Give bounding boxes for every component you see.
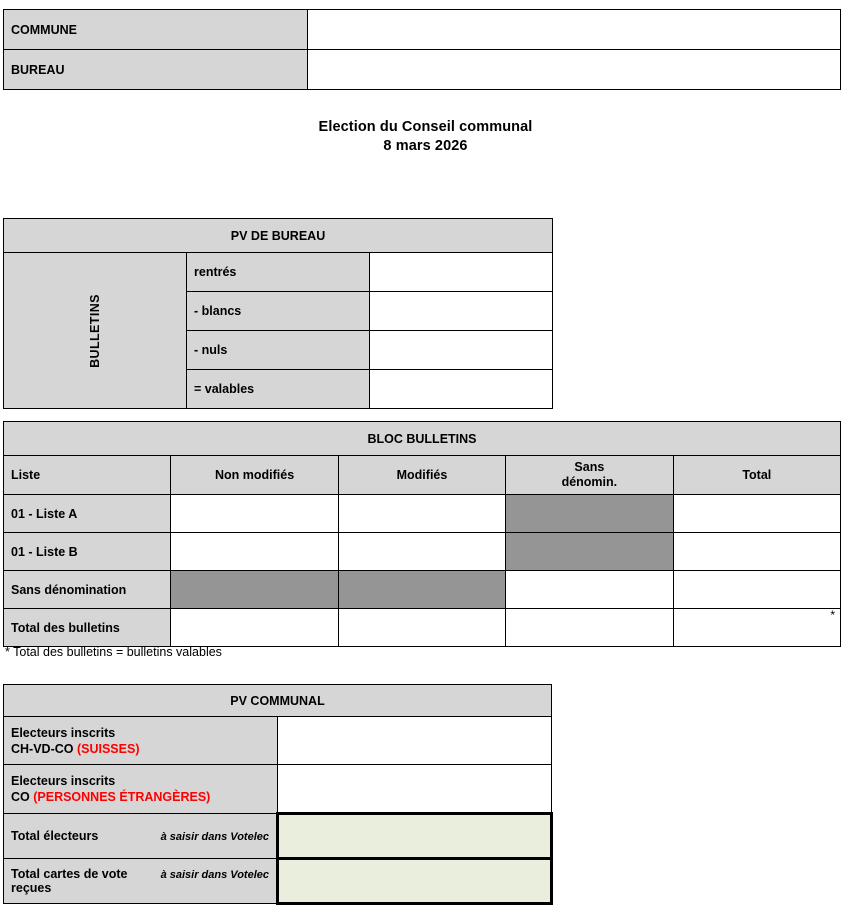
table-row <box>4 253 553 292</box>
table-row <box>4 609 841 647</box>
input-electeurs-inscrits-suisses[interactable] <box>278 717 552 765</box>
bloc-bulletins-table <box>3 421 841 647</box>
pv-communal-table <box>3 684 553 905</box>
cell-sans-denomination-non-modifies-blocked <box>171 571 338 609</box>
table-row <box>4 533 841 571</box>
cell-liste-a-non-modifies[interactable] <box>171 495 338 533</box>
cell-liste-b-non-modifies[interactable] <box>171 533 338 571</box>
cell-total-grand-total[interactable] <box>673 609 840 647</box>
cell-liste-b-modifies[interactable] <box>338 533 505 571</box>
label-code-ch-vd-co: CH-VD-CO <box>11 741 77 756</box>
pv-communal-title: PV COMMUNAL <box>4 685 552 717</box>
hint-votelec-total-electeurs: à saisir dans Votelec <box>160 831 269 843</box>
input-electeurs-inscrits-etrangers[interactable] <box>278 765 552 814</box>
table-row <box>4 814 552 859</box>
cell-liste-a-modifies[interactable] <box>338 495 505 533</box>
label-red-suisses: (SUISSES) <box>76 741 140 756</box>
cell-liste-a-sans-denomin-blocked <box>506 495 673 533</box>
input-total-cartes-vote[interactable] <box>278 859 552 904</box>
label-total-cartes-vote <box>4 859 278 904</box>
row-label-total-des-bulletins: Total des bulletins <box>4 609 171 647</box>
column-header-sans-denomin-line1: Sans <box>574 460 605 474</box>
bulletins-blancs-input[interactable] <box>370 292 553 331</box>
input-total-electeurs[interactable] <box>278 814 552 859</box>
cell-liste-b-sans-denomin-blocked <box>506 533 673 571</box>
bureau-label: BUREAU <box>4 50 308 90</box>
column-header-sans-denomin <box>506 456 673 495</box>
cell-sans-denomination-sans-denomin[interactable] <box>506 571 673 609</box>
table-row <box>4 859 552 904</box>
cell-liste-b-total[interactable] <box>673 533 840 571</box>
label-line2-suisses <box>11 741 270 757</box>
cell-sans-denomination-modifies-blocked <box>338 571 505 609</box>
pv-bureau-title: PV DE BUREAU <box>4 219 553 253</box>
table-row <box>4 717 552 765</box>
bloc-bulletins-footnote: * Total des bulletins = bulletins valables <box>5 645 222 659</box>
commune-input[interactable] <box>308 10 841 50</box>
column-header-non-modifies: Non modifiés <box>171 456 338 495</box>
identification-table <box>3 9 841 90</box>
page-title <box>0 118 851 156</box>
table-row <box>4 571 841 609</box>
table-row <box>4 10 841 50</box>
footnote-marker-asterisk: * <box>830 608 835 622</box>
label-code-co: CO <box>11 790 34 804</box>
cell-total-non-modifies[interactable] <box>171 609 338 647</box>
row-label-liste-b: 01 - Liste B <box>4 533 171 571</box>
cell-sans-denomination-total[interactable] <box>673 571 840 609</box>
bureau-input[interactable] <box>308 50 841 90</box>
table-row <box>4 219 553 253</box>
label-line1-suisses: Electeurs inscrits <box>11 725 116 740</box>
bulletins-nuls-input[interactable] <box>370 331 553 370</box>
cell-liste-a-total[interactable] <box>673 495 840 533</box>
table-header-row <box>4 456 841 495</box>
bulletins-valables-label: = valables <box>187 370 370 409</box>
election-date: 8 mars 2026 <box>383 138 468 154</box>
bulletins-rotated-text: BULLETINS <box>88 293 102 368</box>
table-row <box>4 50 841 90</box>
label-total-electeurs <box>4 814 278 859</box>
column-header-total: Total <box>673 456 840 495</box>
bulletins-blancs-label: - blancs <box>187 292 370 331</box>
election-title-line1: Election du Conseil communal <box>318 119 533 135</box>
bulletins-rentres-label: rentrés <box>187 253 370 292</box>
label-text-total-electeurs: Total électeurs <box>11 829 99 843</box>
cell-total-sans-denomin[interactable] <box>506 609 673 647</box>
table-row <box>4 765 552 814</box>
table-row <box>4 685 552 717</box>
cell-total-modifies[interactable] <box>338 609 505 647</box>
label-red-etrangers: (PERSONNES ÉTRANGÈRES) <box>33 790 211 804</box>
label-electeurs-inscrits-etrangers <box>4 765 278 814</box>
table-row <box>4 495 841 533</box>
bulletins-nuls-label: - nuls <box>187 331 370 370</box>
label-text-total-cartes: Total cartes de vote reçues <box>11 867 128 895</box>
pv-bureau-table <box>3 218 553 409</box>
row-label-liste-a: 01 - Liste A <box>4 495 171 533</box>
column-header-modifies: Modifiés <box>338 456 505 495</box>
column-header-sans-denomin-line2: dénomin. <box>561 475 618 489</box>
bloc-bulletins-title: BLOC BULLETINS <box>4 422 841 456</box>
hint-votelec-total-cartes: à saisir dans Votelec <box>160 869 269 881</box>
bulletins-group-label <box>4 253 187 409</box>
label-line2-etrangers <box>11 789 270 805</box>
table-row <box>4 422 841 456</box>
label-electeurs-inscrits-suisses <box>4 717 278 765</box>
commune-label: COMMUNE <box>4 10 308 50</box>
bulletins-rentres-input[interactable] <box>370 253 553 292</box>
bulletins-valables-input[interactable] <box>370 370 553 409</box>
column-header-liste: Liste <box>4 456 171 495</box>
row-label-sans-denomination: Sans dénomination <box>4 571 171 609</box>
label-line1-etrangers: Electeurs inscrits <box>11 774 116 788</box>
